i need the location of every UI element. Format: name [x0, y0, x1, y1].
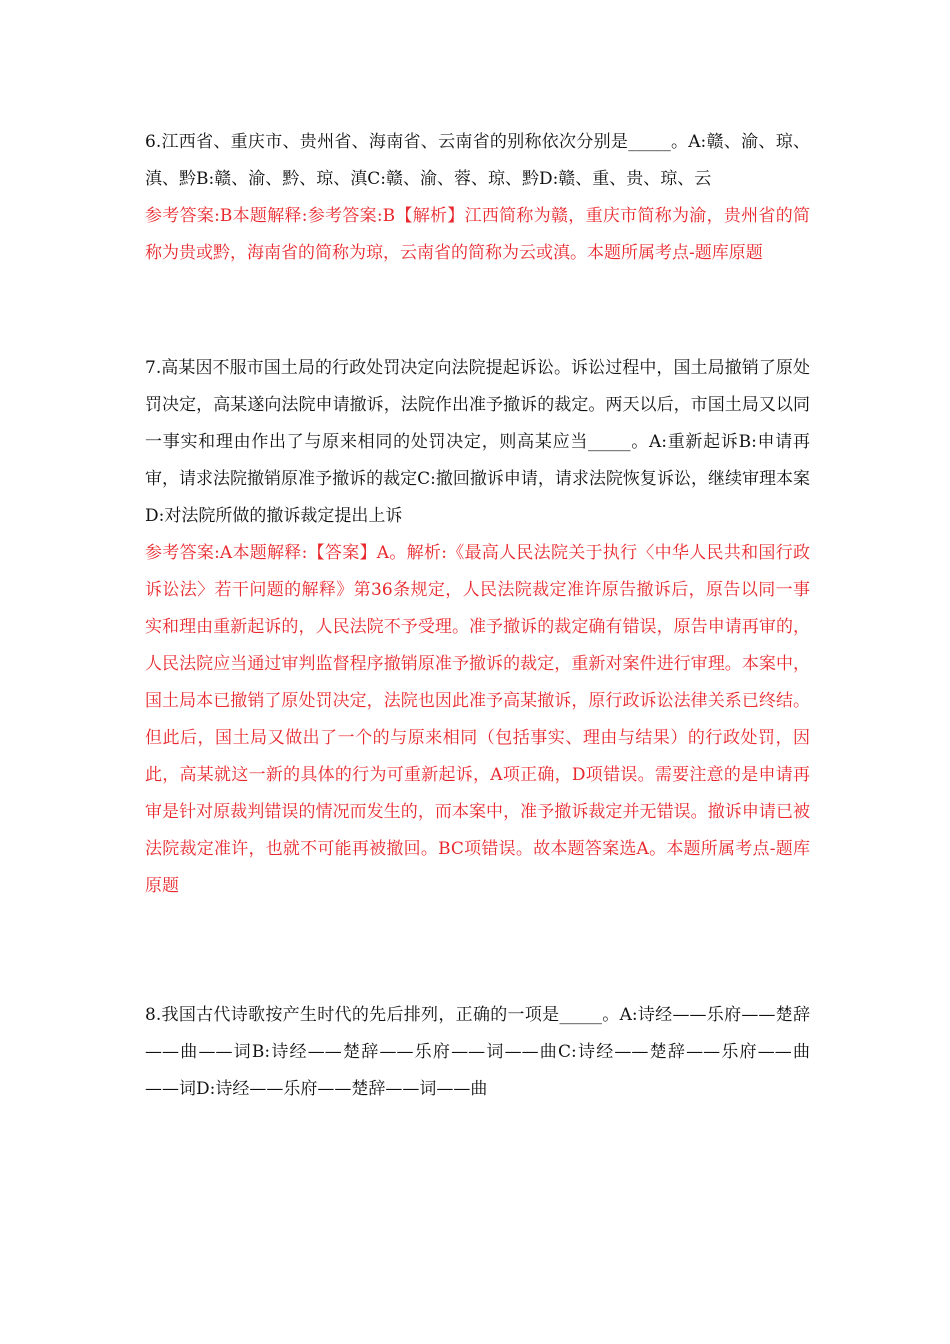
question-8: 8.我国古代诗歌按产生时代的先后排列，正确的一项是_____。A:诗经——乐府——楚辞——曲——词B:诗经——楚辞——乐府——词——曲C:诗经——楚辞——乐府——曲——词D:诗经——乐府——楚辞——词——曲	[145, 1005, 810, 1099]
answer-7: 参考答案:A本题解释:【答案】A。解析:《最高人民法院关于执行〈中华人民共和国行政诉讼法〉若干问题的解释》第36条规定，人民法院裁定准许原告撤诉后，原告以同一事实和理由重新起诉的，人民法院不予受理。准予撤诉的裁定确有错误，原告申请再审的，人民法院应当通过审判监督程序撤销原准予撤诉的裁定，重新对案件进行审理。本案中，国土局本已撤销了原处罚决定，法院也因此准予高某撤诉，原行政诉讼法律关系已终结。但此后，国土局又做出了一个的与原来相同（包括事实、理由与结果）的行政处罚，因此，高某就这一新的具体的行为可重新起诉，A项正确，D项错误。需要注意的是申请再审是针对原裁判错误的情况而发生的，而本案中，准予撤诉裁定并无错误。撤诉申请已被法院裁定准许，也就不可能再被撤回。BC项错误。故本题答案选A。本题所属考点-题库原题	[145, 543, 810, 896]
answer-6: 参考答案:B本题解释:参考答案:B【解析】江西简称为赣，重庆市简称为渝，贵州省的简称为贵或黔，海南省的简称为琼，云南省的简称为云或滇。本题所属考点-题库原题	[145, 206, 810, 263]
spacer	[145, 272, 810, 350]
document-page	[145, 124, 810, 1108]
spacer	[145, 905, 810, 997]
question-7: 7.高某因不服市国土局的行政处罚决定向法院提起诉讼。诉讼过程中，国土局撤销了原处罚决定，高某遂向法院申请撤诉，法院作出准予撤诉的裁定。两天以后，市国土局又以同一事实和理由作出了与原来相同的处罚决定，则高某应当_____。A:重新起诉B:申请再审，请求法院撤销原准予撤诉的裁定C:撤回撤诉申请，请求法院恢复诉讼，继续审理本案D:对法院所做的撤诉裁定提出上诉	[145, 358, 810, 526]
question-6: 6.江西省、重庆市、贵州省、海南省、云南省的别称依次分别是_____。A:赣、渝、琼、滇、黔B:赣、渝、黔、琼、滇C:赣、渝、蓉、琼、黔D:赣、重、贵、琼、云	[145, 132, 810, 189]
